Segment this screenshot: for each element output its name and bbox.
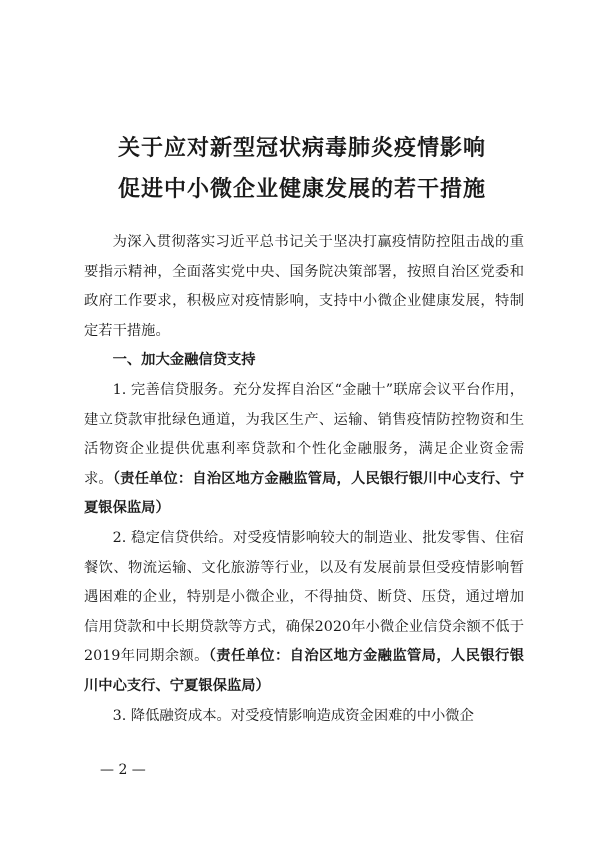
- measure-paragraph-3: [84, 702, 524, 732]
- responsible-units: （责任单位：自治区地方金融监管局，人民银行银川中心支行、宁夏银保监局）: [84, 470, 524, 517]
- measure-paragraph-2: [84, 524, 524, 702]
- document-title-line-1: 关于应对新型冠状病毒肺炎疫情影响: [117, 135, 486, 161]
- intro-paragraph: 为深入贯彻落实习近平总书记关于坚决打赢疫情防控阻击战的重要指示精神，全面落实党中央、国务院决策部署，按照自治区党委和政府工作要求，积极应对疫情影响，支持中小微企业健康发展，特制定若干措施。: [84, 234, 524, 339]
- measure-text: 3. 降低融资成本。对受疫情影响造成资金困难的中小微企: [112, 707, 474, 724]
- document-body: [84, 228, 524, 731]
- measure-paragraph-1: [84, 376, 524, 524]
- section-heading: 一、加大金融信贷支持: [112, 352, 256, 369]
- document-title-line-2: 促进中小微企业健康发展的若干措施: [117, 176, 486, 202]
- measure-text: 2. 稳定信贷供给。对受疫情影响较大的制造业、批发零售、住宿餐饮、物流运输、文化旅游等行业，以及有发展前景但受疫情影响暂遇困难的企业，特别是小微企业，不得抽贷、断贷、压贷，通过增加信用贷款和中长期贷款等方式，确保2020年小微企业信贷余额不低于2019年同期余额。: [84, 529, 524, 665]
- page-number: — 2 —: [100, 762, 146, 778]
- responsible-units: （责任单位：自治区地方金融监管局，人民银行银川中心支行、宁夏银保监局）: [84, 648, 524, 694]
- measure-text: 1. 完善信贷服务。充分发挥自治区“金融十”联席会议平台作用，建立贷款审批绿色通道，为我区生产、运输、销售疫情防控物资和生活物资企业提供优惠利率贷款和个性化金融服务，满足企业资金需求。: [84, 381, 524, 487]
